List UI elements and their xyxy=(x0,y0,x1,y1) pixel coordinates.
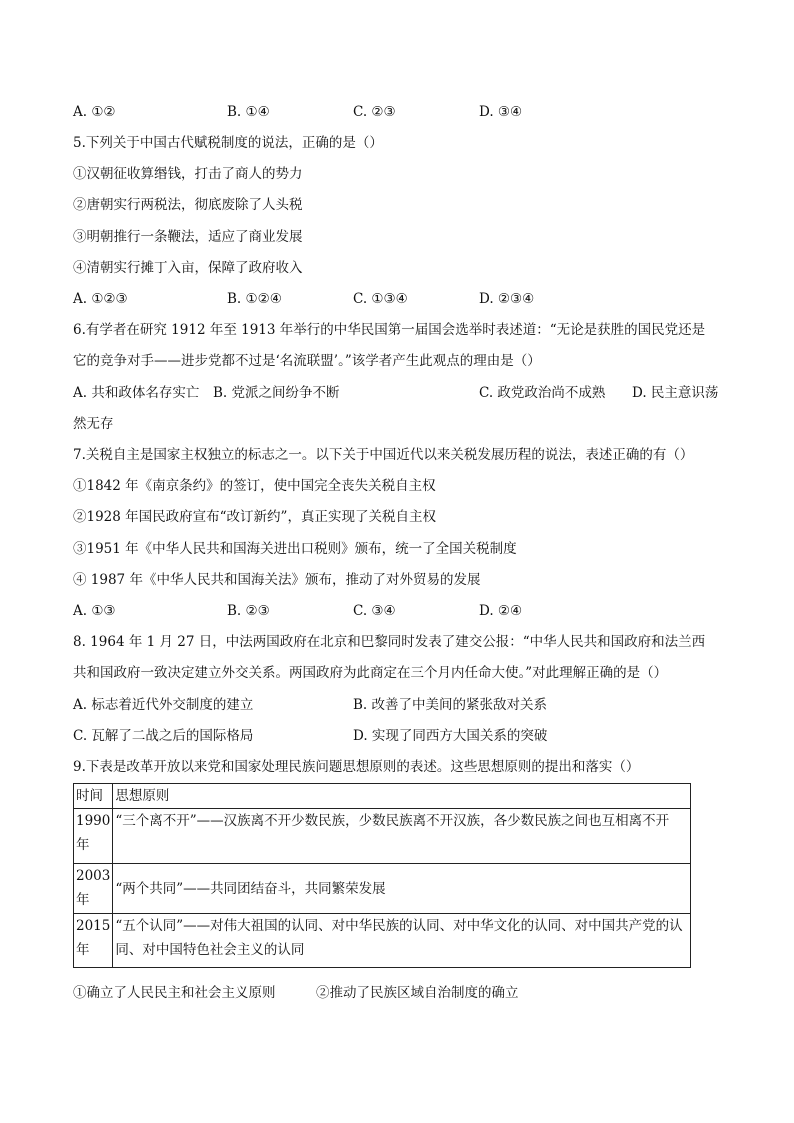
q6-option-c[interactable]: C. 政党政治尚不成熟 xyxy=(479,385,606,401)
table-cell-principle: “五个认同”——对伟大祖国的认同、对中华民族的认同、对中华文化的认同、对中国共产党的认同、对中国特色社会主义的认同 xyxy=(113,914,691,968)
q6-stem-line2: 它的竞争对手——进步党都不过是‘名流联盟’。”该学者产生此观点的理由是（） xyxy=(73,353,541,369)
q5-item-2: ②唐朝实行两税法，彻底废除了人头税 xyxy=(73,197,303,213)
table-cell-principle: “三个离不开”——汉族离不开少数民族，少数民族离不开汉族，各少数民族之间也互相离不开 xyxy=(113,809,691,864)
q9-items xyxy=(73,983,733,1003)
q5-option-d[interactable]: D. ②③④ xyxy=(479,291,535,307)
q7-item-3: ③1951 年《中华人民共和国海关进出口税则》颁布，统一了全国关税制度 xyxy=(73,541,517,557)
q8-option-c[interactable]: C. 瓦解了二战之后的国际格局 xyxy=(73,728,254,744)
table-header-principle: 思想原则 xyxy=(113,784,691,809)
q7-option-a[interactable]: A. ①③ xyxy=(73,603,116,619)
q5-stem: 5.下列关于中国古代赋税制度的说法，正确的是（） xyxy=(73,135,383,151)
q8-option-b[interactable]: B. 改善了中美间的紧张敌对关系 xyxy=(353,697,548,713)
q7-item-4: ④ 1987 年《中华人民共和国海关法》颁布，推动了对外贸易的发展 xyxy=(73,572,481,588)
q8-option-a[interactable]: A. 标志着近代外交制度的建立 xyxy=(73,697,254,713)
q7-options xyxy=(73,601,733,621)
table-row xyxy=(74,809,691,864)
q9-table xyxy=(73,783,691,968)
q4-option-b[interactable]: B. ①④ xyxy=(227,104,270,120)
q7-item-2: ②1928 年国民政府宣布“改订新约”，真正实现了关税自主权 xyxy=(73,509,436,525)
table-cell-principle: “两个共同”——共同团结奋斗，共同繁荣发展 xyxy=(113,864,691,914)
q5-item-1: ①汉朝征收算缗钱，打击了商人的势力 xyxy=(73,166,303,182)
q4-options xyxy=(73,102,733,122)
table-row xyxy=(74,914,691,968)
q5-item-4: ④清朝实行摊丁入亩，保障了政府收入 xyxy=(73,260,303,276)
q8-options-row2 xyxy=(73,726,733,746)
q7-option-b[interactable]: B. ②③ xyxy=(227,603,270,619)
q5-options xyxy=(73,289,733,309)
q5-option-c[interactable]: C. ①③④ xyxy=(353,291,408,307)
table-cell-year: 1990 年 xyxy=(74,809,113,864)
q6-option-d[interactable]: D. 民主意识荡 xyxy=(632,385,719,401)
q9-stem: 9.下表是改革开放以来党和国家处理民族问题思想原则的表述。这些思想原则的提出和落实（） xyxy=(73,759,640,775)
q7-option-c[interactable]: C. ③④ xyxy=(353,603,396,619)
q6-options xyxy=(73,383,733,403)
q6-stem-line1: 6.有学者在研究 1912 年至 1913 年举行的中华民国第一届国会选举时表述道：“无论是获胜的国民党还是 xyxy=(73,322,706,338)
table-cell-year: 2003 年 xyxy=(74,864,113,914)
q6-option-a[interactable]: A. 共和政体名存实亡 xyxy=(73,385,200,401)
q8-stem-line2: 共和国政府一致决定建立外交关系。两国政府为此商定在三个月内任命大使。”对此理解正确的是（） xyxy=(73,665,668,681)
q4-option-d[interactable]: D. ③④ xyxy=(479,104,523,120)
q6-option-b[interactable]: B. 党派之间纷争不断 xyxy=(213,385,340,401)
q9-item-2: ②推动了民族区域自治制度的确立 xyxy=(316,985,519,1001)
q6-option-d-cont: 然无存 xyxy=(73,416,114,432)
q7-item-1: ①1842 年《南京条约》的签订，使中国完全丧失关税自主权 xyxy=(73,478,436,494)
q8-option-d[interactable]: D. 实现了同西方大国关系的突破 xyxy=(353,728,548,744)
q7-stem: 7.关税自主是国家主权独立的标志之一。以下关于中国近代以来关税发展历程的说法，表述正确的有（） xyxy=(73,447,694,463)
table-header-time: 时间 xyxy=(74,784,113,809)
q8-stem-line1: 8. 1964 年 1 月 27 日，中法两国政府在北京和巴黎同时发表了建交公报：“中华人民共和国政府和法兰西 xyxy=(73,634,706,650)
q4-option-a[interactable]: A. ①② xyxy=(73,104,116,120)
table-header-row xyxy=(74,784,691,809)
q8-options-row1 xyxy=(73,695,733,715)
q7-option-d[interactable]: D. ②④ xyxy=(479,603,523,619)
table-row xyxy=(74,864,691,914)
table-cell-year: 2015 年 xyxy=(74,914,113,968)
q4-option-c[interactable]: C. ②③ xyxy=(353,104,396,120)
q9-item-1: ①确立了人民民主和社会主义原则 xyxy=(73,985,276,1001)
q5-option-a[interactable]: A. ①②③ xyxy=(73,291,128,307)
q5-item-3: ③明朝推行一条鞭法，适应了商业发展 xyxy=(73,229,303,245)
q5-option-b[interactable]: B. ①②④ xyxy=(227,291,282,307)
